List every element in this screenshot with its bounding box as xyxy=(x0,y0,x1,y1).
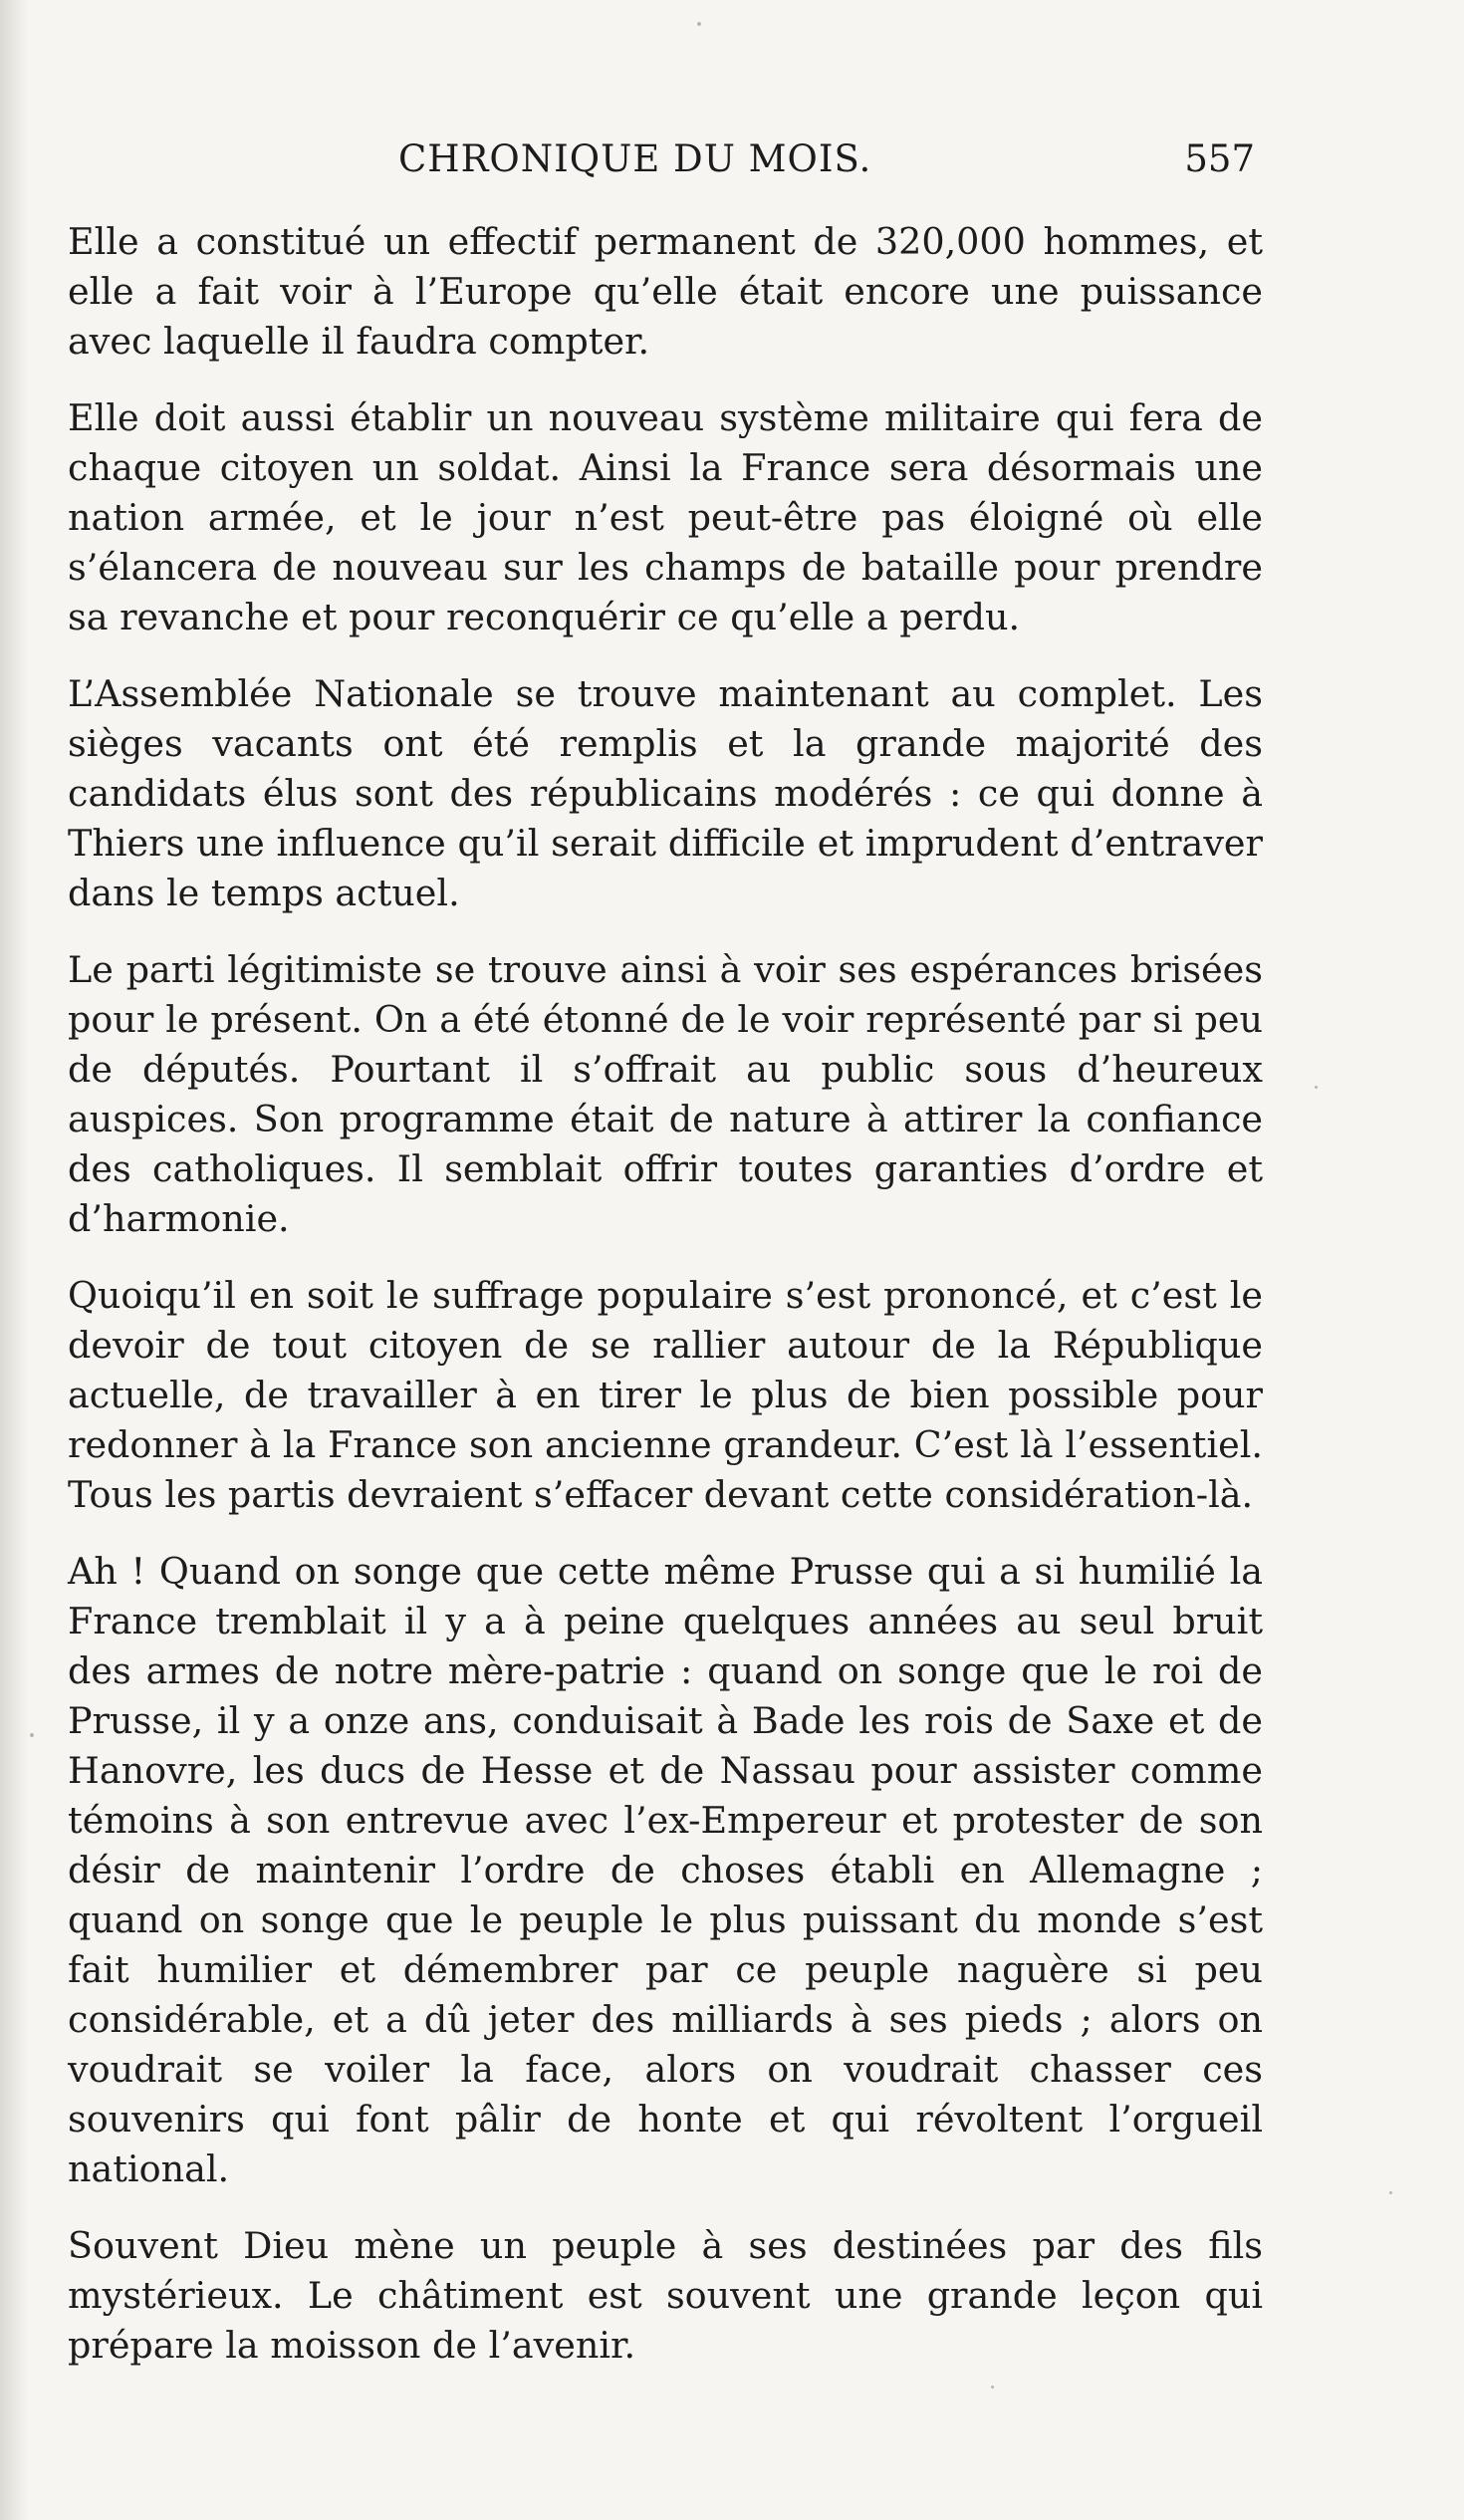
paper-speck xyxy=(1315,1086,1318,1089)
running-head: CHRONIQUE DU MOIS. xyxy=(398,137,872,180)
paragraph: Le parti légitimiste se trouve ainsi à voir ses espérances brisées pour le présent. On a été étonné de le voir représenté par si peu de députés. Pourtant il s’offrait au public sous d’heureux auspices. Son programme était de nature à attirer la confiance des catholiques. Il semblait offrir toutes garanties d’ordre et d’harmonie. xyxy=(68,948,1263,1240)
page-header xyxy=(95,137,1255,197)
paragraph: Ah ! Quand on songe que cette même Prusse qui a si humilié la France tremblait il y a à peine quelques années au seul bruit des armes de notre mère-patrie : quand on songe que le roi de Prusse, il y a onze ans, conduisait à Bade les rois de Saxe et de Hanovre, les ducs de Hesse et de Nassau pour assister comme témoins à son entrevue avec l’ex-Empereur et protester de son désir de maintenir l’ordre de choses établi en Allemagne ; quand on songe que le peuple le plus puissant du monde s’est fait humilier et démembrer par ce peuple naguère si peu considérable, et a dû jeter des milliards à ses pieds ; alors on voudrait se voiler la face, alors on voudrait chasser ces souvenirs qui font pâlir de honte et qui révoltent l’orgueil national. xyxy=(68,1550,1263,2190)
paragraph: Elle doit aussi établir un nouveau système militaire qui fera de chaque citoyen un soldat. Ainsi la France sera désormais une nation armée, et le jour n’est peut-être pas éloigné où elle s’élancera de nouveau sur les champs de bataille pour prendre sa revanche et pour reconquérir ce qu’elle a perdu. xyxy=(68,396,1263,638)
paragraph: Elle a constitué un effectif permanent de 320,000 hommes, et elle a fait voir à l’Europe qu’elle était encore une puissance avec laquelle il faudra compter. xyxy=(68,220,1263,363)
page-edge-shadow xyxy=(0,0,28,2520)
paper-speck xyxy=(697,22,701,26)
paper-speck xyxy=(991,2386,994,2389)
page-number: 557 xyxy=(1184,137,1255,180)
paragraph: Quoiqu’il en soit le suffrage populaire s’est prononcé, et c’est le devoir de tout citoyen de se rallier autour de la République actuelle, de travailler à en tirer le plus de bien possible pour redonner à la France son ancienne grandeur. C’est là l’essentiel. Tous les partis devraient s’effacer devant cette considération-là. xyxy=(68,1274,1263,1516)
paragraph: Souvent Dieu mène un peuple à ses destinées par des fils mystérieux. Le châtiment est souvent une grande leçon qui prépare la moisson de l’avenir. xyxy=(68,2224,1263,2367)
paper-speck xyxy=(1389,2191,1392,2194)
paper-speck xyxy=(30,1733,34,1737)
body-text xyxy=(68,217,1263,2397)
paragraph: L’Assemblée Nationale se trouve maintenant au complet. Les sièges vacants ont été remplis et la grande majorité des candidats élus sont des républicains modérés : ce qui donne à Thiers une influence qu’il serait difficile et imprudent d’entraver dans le temps actuel. xyxy=(68,672,1263,914)
